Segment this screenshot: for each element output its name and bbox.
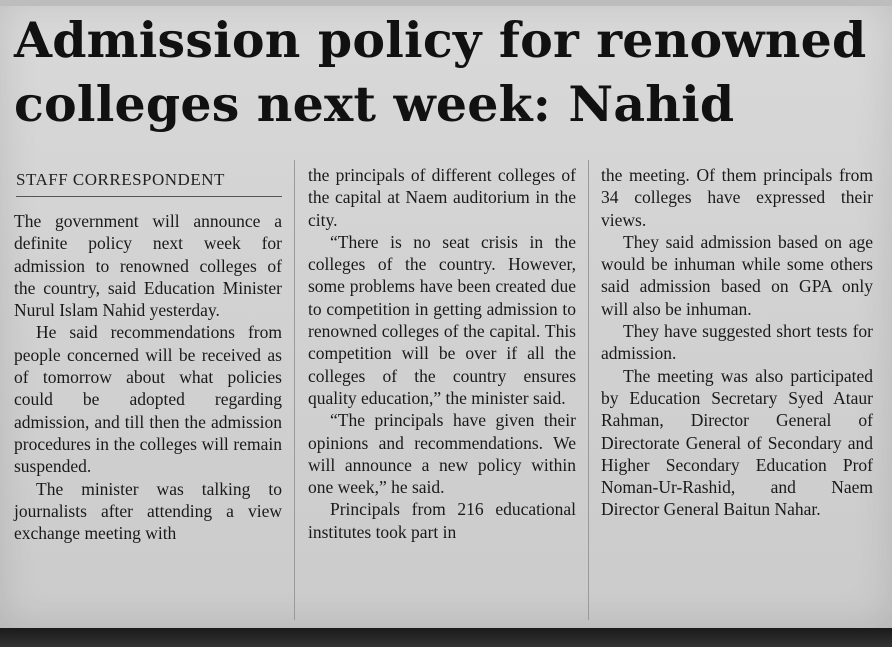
headline: Admission policy for renowned colleges next week: Nahid <box>14 11 867 133</box>
article-column-1 <box>14 210 282 544</box>
paragraph: Principals from 216 educational institutes took part in <box>308 499 576 542</box>
byline: STAFF CORRESPONDENT <box>16 170 225 189</box>
paragraph: the principals of different colleges of the capital at Naem auditorium in the city. <box>308 165 576 230</box>
article-column-3 <box>601 164 873 521</box>
paragraph: “There is no seat crisis in the colleges of the country. However, some problems have been created due to competition in getting admission to renowned colleges of the capital. This competition will be over if all the colleges of the country ensures quality education,” the minister said. <box>308 231 576 408</box>
paragraph: the meeting. Of them principals from 34 colleges have expressed their views. <box>601 165 873 230</box>
paragraph: “The principals have given their opinions and recommendations. We will announce a new policy within one week,” he said. <box>308 410 576 498</box>
byline-rule <box>16 196 282 197</box>
page-bottom-edge <box>0 628 892 647</box>
paragraph: The meeting was also participated by Education Secretary Syed Ataur Rahman, Director General of Directorate General of Secondary and Higher Secondary Education Prof Noman-Ur-Rashid, and Naem Director General Baitun Nahar. <box>601 365 873 520</box>
paragraph: The government will announce a definite policy next week for admission to renowned colleges of the country, said Education Minister Nurul Islam Nahid yesterday. <box>14 211 282 321</box>
column-divider <box>294 160 295 620</box>
column-divider <box>588 160 589 620</box>
top-edge-strip <box>0 0 892 6</box>
paragraph: They said admission based on age would be inhuman while some others said admission based on GPA only will also be inhuman. <box>601 231 873 319</box>
article-column-2 <box>308 164 576 543</box>
paragraph: They have suggested short tests for admission. <box>601 321 873 364</box>
paragraph: He said recommendations from people concerned will be received as of tomorrow about what policies could be adopted regarding admission, and till then the admission procedures in the colleges will remain suspended. <box>14 322 282 477</box>
paragraph: The minister was talking to journalists after attending a view exchange meeting with <box>14 478 282 544</box>
